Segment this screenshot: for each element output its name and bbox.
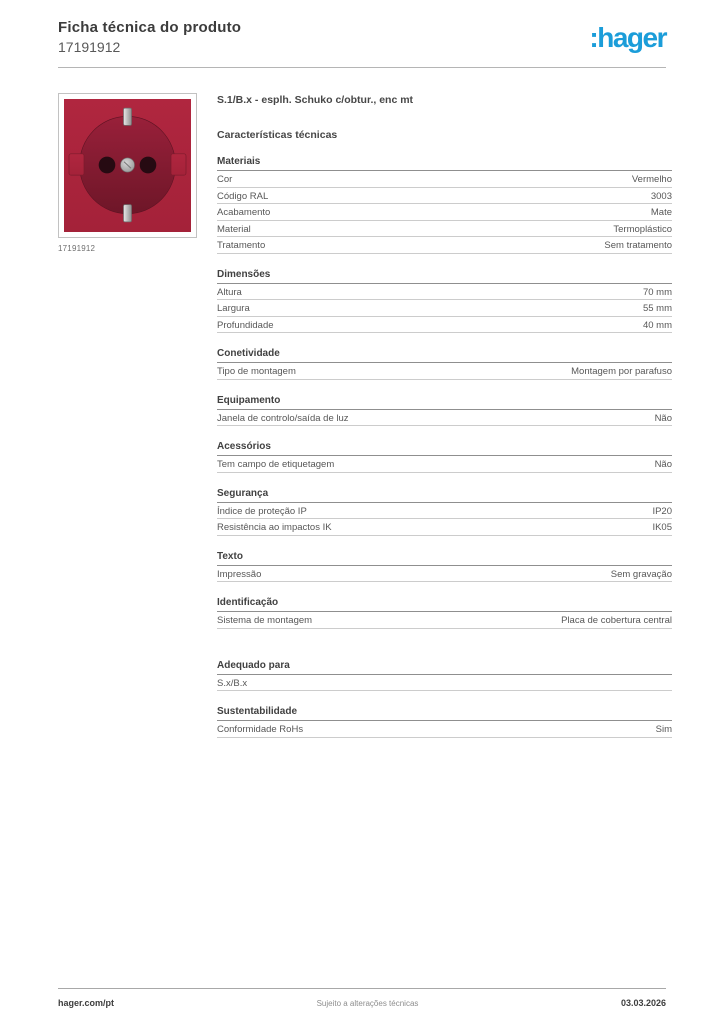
spec-row	[217, 171, 672, 188]
spec-row	[217, 410, 672, 427]
spec-row	[217, 721, 672, 738]
spec-section-title: Conetividade	[217, 348, 672, 363]
header-divider	[58, 67, 666, 68]
spec-value: 40 mm	[642, 319, 672, 331]
spec-row	[217, 566, 672, 583]
spec-row	[217, 503, 672, 520]
spec-value: Montagem por parafuso	[571, 366, 672, 377]
spec-label: Material	[217, 223, 251, 235]
spec-label: Tem campo de etiquetagem	[217, 459, 335, 470]
spec-label: Largura	[217, 303, 250, 314]
spec-value: Termoplástico	[613, 223, 672, 235]
spec-value: IK05	[652, 522, 672, 533]
spec-row	[217, 188, 672, 205]
product-number: 17191912	[58, 39, 121, 55]
spec-value: 3003	[650, 190, 672, 202]
spec-label: Altura	[217, 286, 242, 298]
spec-value: 70 mm	[642, 286, 672, 298]
spec-section-title: Adequado para	[217, 660, 672, 675]
spec-value: Sem tratamento	[604, 240, 672, 251]
spec-section	[217, 488, 672, 536]
spec-value: Sem gravação	[610, 568, 672, 580]
spec-row	[217, 519, 672, 536]
spec-section	[217, 551, 672, 583]
spec-label: S.x/B.x	[217, 677, 248, 689]
footer-divider	[58, 988, 666, 989]
spec-row	[217, 204, 672, 221]
spec-section-title: Identificação	[217, 597, 672, 612]
spec-section-title: Texto	[217, 551, 672, 566]
spec-label: Profundidade	[217, 319, 274, 331]
footer-website-link[interactable]: hager.com/pt	[58, 998, 115, 1008]
spec-label: Cor	[217, 174, 233, 185]
spec-value: 55 mm	[642, 303, 672, 314]
spec-label: Acabamento	[217, 207, 271, 218]
spec-label: Tipo de montagem	[217, 366, 296, 377]
image-caption: 17191912	[58, 244, 96, 253]
spec-row	[217, 221, 672, 238]
spec-section-title: Segurança	[217, 488, 672, 503]
hager-logo: :hager	[589, 22, 666, 53]
spec-section	[217, 597, 672, 629]
spec-row	[217, 284, 672, 301]
spec-value: Placa de cobertura central	[561, 615, 672, 626]
spec-section-title: Acessórios	[217, 441, 672, 456]
product-title: S.1/B.x - esplh. Schuko c/obtur., enc mt	[217, 94, 414, 106]
spec-value: Não	[654, 459, 672, 470]
footer-date: 03.03.2026	[620, 998, 666, 1008]
spec-row	[217, 317, 672, 334]
spec-section-title: Dimensões	[217, 269, 672, 284]
spec-row	[217, 612, 672, 629]
page-title: Ficha técnica do produto	[58, 19, 242, 36]
characteristics-heading: Características técnicas	[217, 129, 338, 141]
spec-row	[217, 456, 672, 473]
spec-label: Código RAL	[217, 190, 269, 202]
spec-label: Tratamento	[217, 240, 266, 251]
spec-row	[217, 237, 672, 254]
spec-value: Sim	[655, 724, 672, 735]
spec-section	[217, 269, 672, 334]
spec-value: Vermelho	[631, 174, 672, 185]
footer-notice: Sujeito a alterações técnicas	[316, 999, 419, 1008]
spec-value: Não	[654, 412, 672, 424]
spec-section	[217, 660, 672, 692]
spec-section	[217, 441, 672, 473]
spec-section-title: Equipamento	[217, 395, 672, 410]
spec-row	[217, 675, 672, 692]
specifications-column	[217, 95, 672, 738]
spec-label: Janela de controlo/saída de luz	[217, 412, 349, 424]
spec-label: Impressão	[217, 568, 262, 580]
schuko-socket-illustration	[64, 99, 191, 232]
spec-value: IP20	[652, 505, 672, 517]
product-image	[58, 93, 197, 238]
spec-section-title: Sustentabilidade	[217, 706, 672, 721]
spec-section	[217, 348, 672, 380]
spec-sections	[217, 156, 672, 738]
spec-row	[217, 363, 672, 380]
spec-label: Resistência ao impactos IK	[217, 522, 332, 533]
spec-section	[217, 395, 672, 427]
spec-row	[217, 300, 672, 317]
spec-label: Sistema de montagem	[217, 615, 313, 626]
spec-label: Índice de proteção IP	[217, 505, 307, 517]
page-footer	[58, 998, 666, 1008]
spec-value: Mate	[650, 207, 672, 218]
page-header	[58, 19, 666, 55]
spec-section	[217, 156, 672, 254]
product-image-column	[58, 93, 197, 253]
spec-section	[217, 706, 672, 738]
spec-section-title: Materiais	[217, 156, 672, 171]
spec-label: Conformidade RoHs	[217, 724, 304, 735]
